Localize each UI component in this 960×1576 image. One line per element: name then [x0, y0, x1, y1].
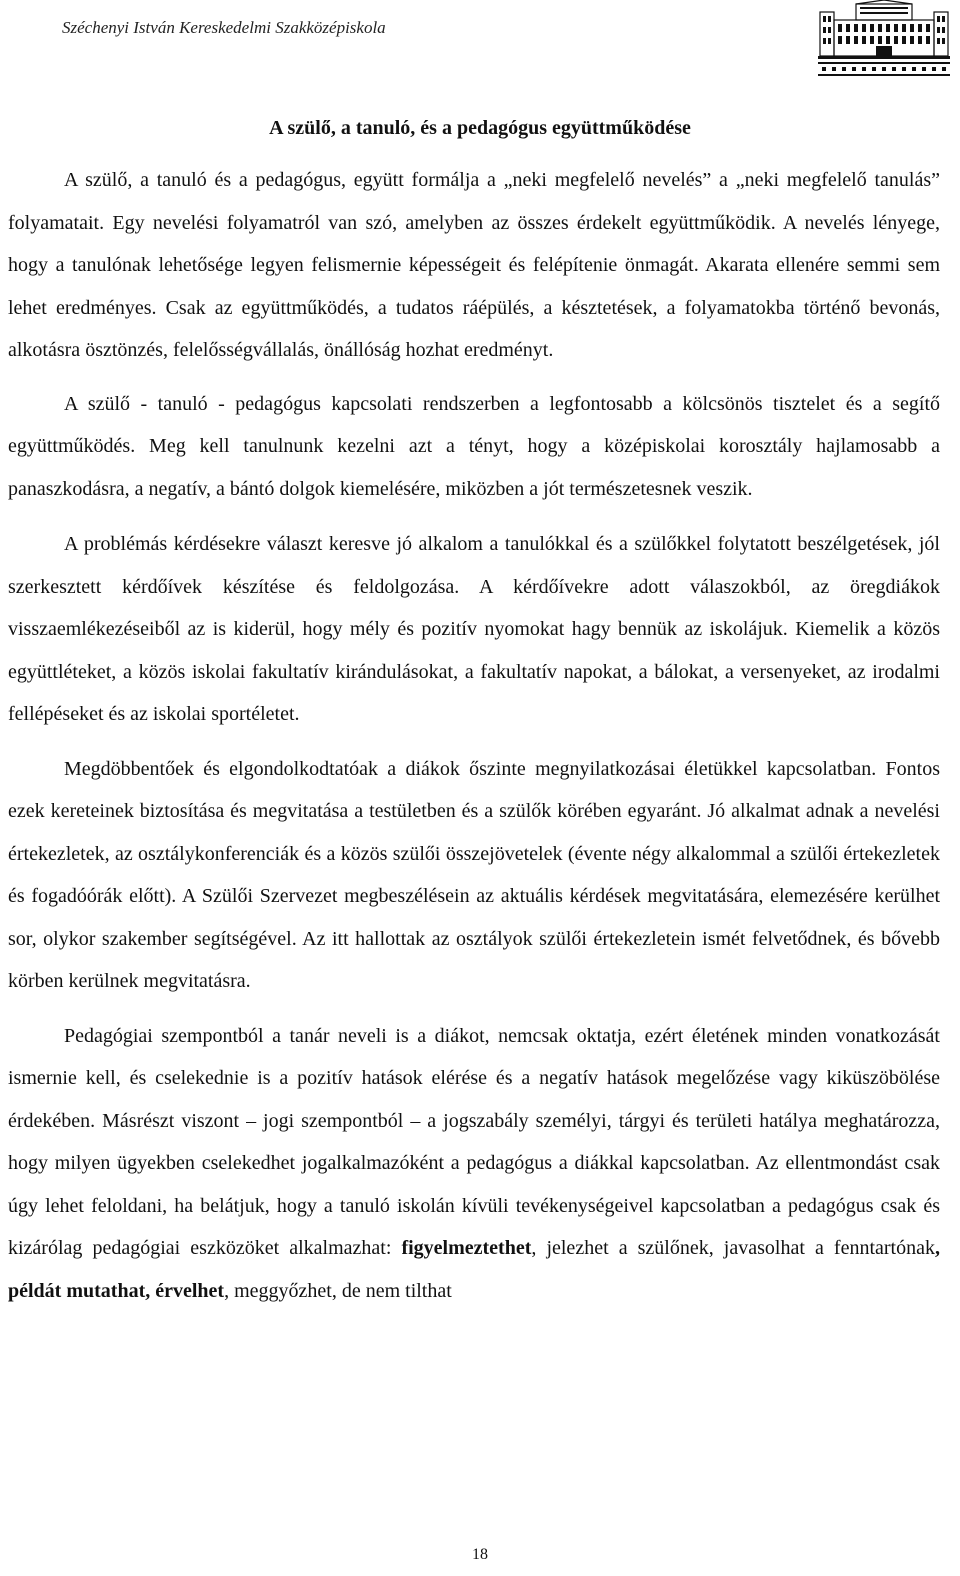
school-building-logo-graphic: [816, 0, 952, 82]
school-name-header: Széchenyi István Kereskedelmi Szakközépiskola: [62, 18, 386, 37]
paragraph-5-text-a: Pedagógiai szempontból a tanár neveli is a diákot, nemcsak oktatja, ezért életének minden vonatkozását ismernie kell, és cselekednie is a pozitív hatások elérése és a negatív hatások megelőzése vagy kiküszöbölése érdekében. Másrészt viszont – jogi szempontból – a jogszabály személyi, tárgyi és területi hatálya meghatározza, hogy milyen ügyekben cselekedhet jogalkalmazóként a pedagógus a diákkal kapcsolatban. Az ellentmondást csak úgy lehet feloldani, ha belátjuk, hogy a tanuló iskolán kívüli tevékenységeivel kapcsolatban a pedagógus csak és kizárólag pedagógiai eszközöket alkalmazhat:: [8, 1024, 940, 1259]
page-title: A szülő, a tanuló, és a pedagógus együttműködése: [269, 117, 691, 139]
document-body: [8, 159, 940, 1312]
school-building-logo-icon: [816, 0, 952, 82]
paragraph-5-bold-a: figyelmeztethet: [401, 1237, 532, 1259]
paragraph-5-bold-b: , példát mutathat, érvelhet: [8, 1237, 940, 1302]
paragraph-5-text-b: , jelezhet a szülőnek, javasolhat a fenntartónak: [531, 1237, 935, 1259]
paragraph-3: A problémás kérdésekre választ keresve jó alkalom a tanulókkal és a szülőkkel folytatott beszélgetések, jól szerkesztett kérdőívek készítése és feldolgozása. A kérdőívekre adott válaszokból, az öregdiákok visszaemlékezéseiből az is kiderül, hogy mély és pozitív nyomokat hagy bennük az iskolájuk. Kiemelik a közös együttléteket, a közös iskolai fakultatív kirándulásokat, a fakultatív napokat, a bálokat, a versenyeket, az irodalmi fellépéseket és az iskolai sportéletet.: [8, 533, 940, 725]
paragraph-1: A szülő, a tanuló és a pedagógus, együtt formálja a „neki megfelelő nevelés” a „neki megfelelő tanulás” folyamatait. Egy nevelési folyamatról van szó, amelyben az összes érdekelt együttműködik. A nevelés lényege, hogy a tanulónak lehetősége legyen felismernie képességeit és felépítenie önmagát. Akarata ellenére semmi sem lehet eredményes. Csak az együttműködés, a tudatos ráépülés, a késztetések, a folyamatokba történő bevonás, alkotásra ösztönzés, felelősségvállalás, önállóság hozhat eredményt.: [8, 169, 940, 361]
paragraph-5-text-c: , meggyőzhet, de nem tilthat: [224, 1279, 452, 1302]
paragraph-5: [8, 1015, 940, 1313]
page-number: 18: [472, 1546, 488, 1563]
paragraph-4: Megdöbbentőek és elgondolkodtatóak a diákok őszinte megnyilatkozásai életükkel kapcsolatban. Fontos ezek kereteinek biztosítása és megvitatása a testületben és a szülők körében egyaránt. Jó alkalmat adnak a nevelési értekezletek, az osztálykonferenciák és a közös szülői összejövetelek (évente négy alkalommal a szülői értekezletek és fogadóórák előtt). A Szülői Szervezet megbeszélésein az aktuális kérdések megvitatására, elemezésére kerülhet sor, olykor szakember segítségével. Az itt hallottak az osztályok szülői értekezletein ismét felvetődnek, és bővebb körben kerülnek megvitatásra.: [8, 757, 940, 992]
paragraph-2: A szülő - tanuló - pedagógus kapcsolati rendszerben a legfontosabb a kölcsönös tisztelet és a segítő együttműködés. Meg kell tanulnunk kezelni azt a tényt, hogy a középiskolai korosztály hajlamosabb a panaszkodásra, a negatív, a bántó dolgok kiemelésére, miközben a jót természetesnek veszik.: [8, 392, 940, 500]
